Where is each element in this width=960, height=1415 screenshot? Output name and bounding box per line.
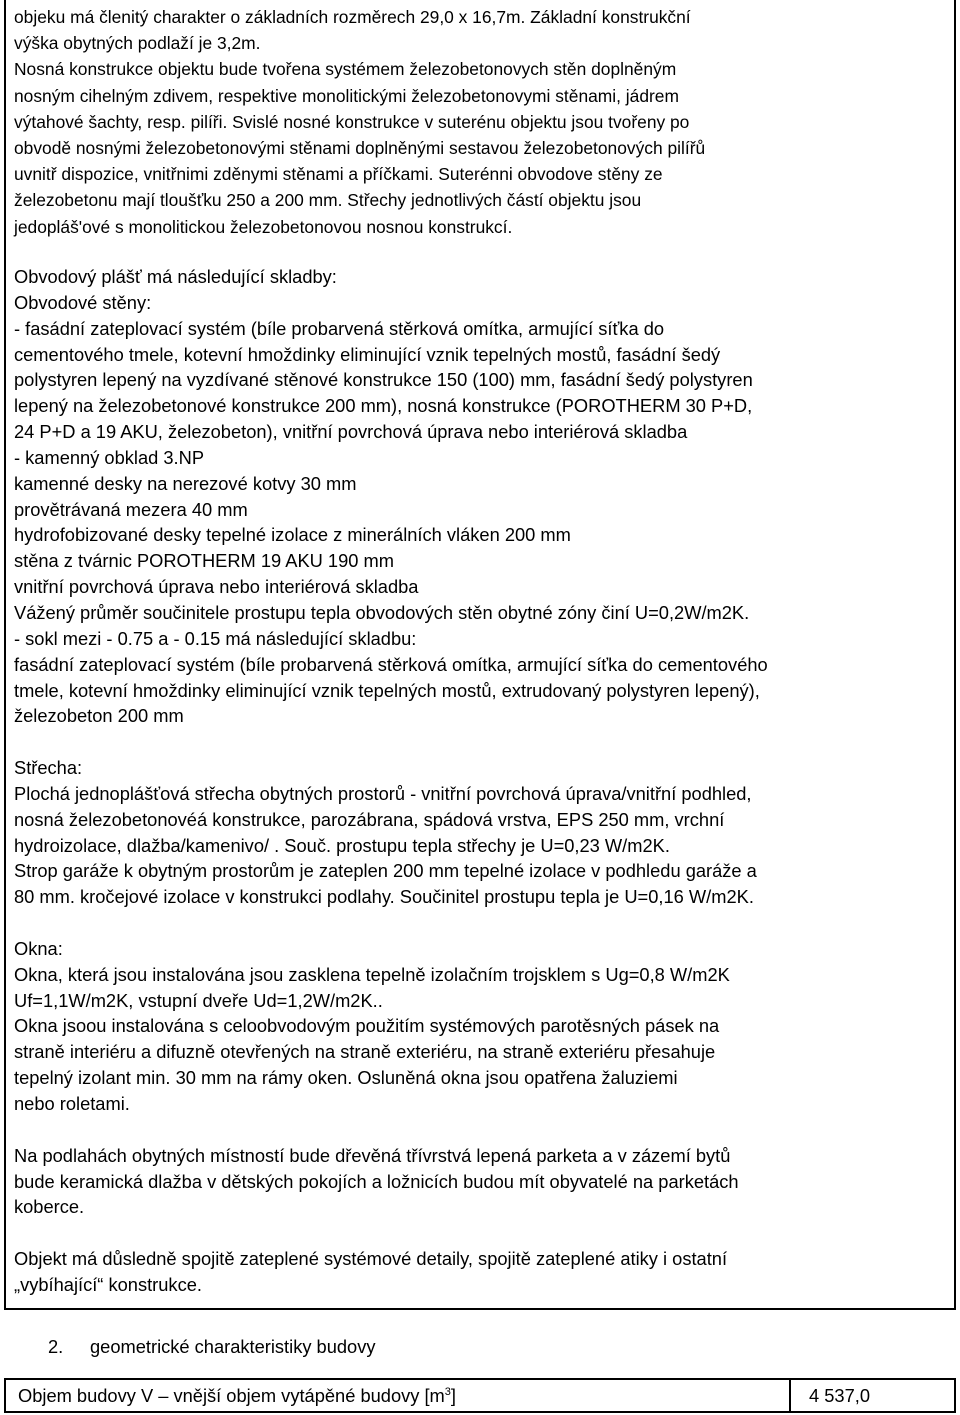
volume-label [18,1385,456,1407]
text-line: Okna, která jsou instalována jsou zasklena tepelně izolačním trojsklem s Ug=0,8 W/m2K [14,963,730,985]
text-line: Objekt má důsledně spojitě zateplené systémové detaily, spojitě zateplené atiky i ostatní [14,1248,728,1270]
volume-label-text: Objem budovy V – vnější objem vytápěné budovy [m [18,1385,445,1406]
text-line: Okna: [14,937,63,959]
text-line: - kamenný obklad 3.NP [14,446,205,468]
text-line: stěna z tvárnic POROTHERM 19 AKU 190 mm [14,550,394,572]
text-line: 80 mm. kročejové izolace v konstrukci podlahy. Součinitel prostupu tepla je U=0,16 W/m2K. [14,886,754,908]
text-line: Nosná konstrukce objektu bude tvořena systémem železobetonovych stěn doplněným [14,59,677,80]
text-line: výtahové šachty, resp. pilíři. Svislé nosné konstrukce v suterénu objektu jsou tvořeny po [14,111,690,132]
volume-label-end: ] [450,1385,457,1406]
text-line: nosným cihelným zdivem, respektive monolitickými železobetonovymi stěnami, jádrem [14,85,679,106]
table-divider [789,1380,791,1411]
text-line: Střecha: [14,757,83,779]
text-line: Obvodový plášť má následující skladby: [14,266,337,287]
section-heading [48,1336,376,1358]
text-line: Na podlahách obytných místností bude dřevěná třívrstvá lepená parketa a v zázemí bytů [14,1144,731,1166]
section-title: geometrické charakteristiky budovy [90,1336,376,1357]
volume-table [4,1378,956,1413]
text-line: cementového tmele, kotevní hmoždinky eliminující vznik tepelných mostů, fasádní šedý [14,343,721,365]
text-line: vnitřní povrchová úprava nebo interiérová skladba [14,576,419,598]
text-line: Okna jsoou instalována s celoobvodovým použitím systémových parotěsných pásek na [14,1015,720,1037]
text-line: nosná železobetonovéá konstrukce, parozábrana, spádová vrstva, EPS 250 mm, vrchní [14,808,725,830]
text-line: hydrofobizované desky tepelné izolace z minerálních vláken 200 mm [14,524,571,546]
text-line: Obvodové stěny: [14,291,152,313]
text-line: lepený na železobetonové konstrukce 200 mm), nosná konstrukce (POROTHERM 30 P+D, [14,395,753,417]
text-line: Strop garáže k obytným prostorům je zateplen 200 mm tepelné izolace v podhledu garáže a [14,860,757,882]
text-line: - fasádní zateplovací systém (bíle probarvená stěrková omítka, armující síťka do [14,317,665,339]
text-line: jedopláš'ové s monolitickou železobetonovou nosnou konstrukcí. [14,216,513,237]
text-line [14,910,946,936]
text-line: tepelný izolant min. 30 mm na rámy oken. Osluněná okna jsou opatřena žaluziemi [14,1067,678,1089]
text-line: straně interiéru a difuzně otevřených na straně exteriéru, na straně exteriéru přesahuje [14,1041,716,1063]
text-line: fasádní zateplovací systém (bíle probarvená stěrková omítka, armující síťka do cementového [14,653,768,675]
text-line: 24 P+D a 19 AKU, železobeton), vnitřní povrchová úprava nebo interiérová skladba [14,421,688,443]
section-number: 2. [48,1336,64,1357]
text-line: Uf=1,1W/m2K, vstupní dveře Ud=1,2W/m2K.. [14,989,383,1011]
volume-unit-exponent: 3 [444,1386,451,1398]
text-line: „vybíhající“ konstrukce. [14,1273,202,1295]
volume-value: 4 537,0 [809,1385,870,1406]
text-line: provětrávaná mezera 40 mm [14,498,248,520]
text-line: výška obytných podlaží je 3,2m. [14,33,261,54]
text-line: kamenné desky na nerezové kotvy 30 mm [14,472,357,494]
construction-description [14,4,944,240]
text-line: Vážený průměr součinitele prostupu tepla obvodových stěn obytné zóny činí U=0,2W/m2K. [14,601,750,623]
text-line [14,1117,946,1143]
text-line: hydroizolace, dlažba/kamenivo/ . Souč. prostupu tepla střechy je U=0,23 W/m2K. [14,834,670,856]
text-line: obvodě nosnými železobetonovými stěnami doplněnými sestavou železobetonových pilířů [14,138,706,159]
text-line: železobetonu mají tloušťku 250 a 200 mm. Střechy jednotlivých částí objektu jsou [14,190,642,211]
text-line: bude keramická dlažba v dětských pokojích a ložnicích budou mít obyvatelé na parketách [14,1170,739,1192]
text-line: koberce. [14,1196,85,1218]
text-line: - sokl mezi - 0.75 a - 0.15 má následující skladbu: [14,627,417,649]
envelope-description [14,264,946,1298]
text-line: Plochá jednoplášťová střecha obytných prostorů - vnitřní povrchová úprava/vnitřní podhled, [14,782,752,804]
text-line: objeku má členitý charakter o základních rozměrech 29,0 x 16,7m. Základní konstrukční [14,7,691,27]
text-line: uvnitř dispozice, vnitřnimi zděnymi stěnami a příčkami. Suterénni obvodove stěny ze [14,164,663,185]
text-line: železobeton 200 mm [14,705,184,727]
text-line: nebo roletami. [14,1093,130,1114]
text-line [14,1220,946,1246]
text-line: tmele, kotevní hmoždinky eliminující vznik tepelných mostů, extrudovaný polystyren lepený), [14,679,760,701]
text-line: polystyren lepený na vyzdívané stěnové konstrukce 150 (100) mm, fasádní šedý polystyren [14,369,753,391]
text-line [14,729,946,755]
